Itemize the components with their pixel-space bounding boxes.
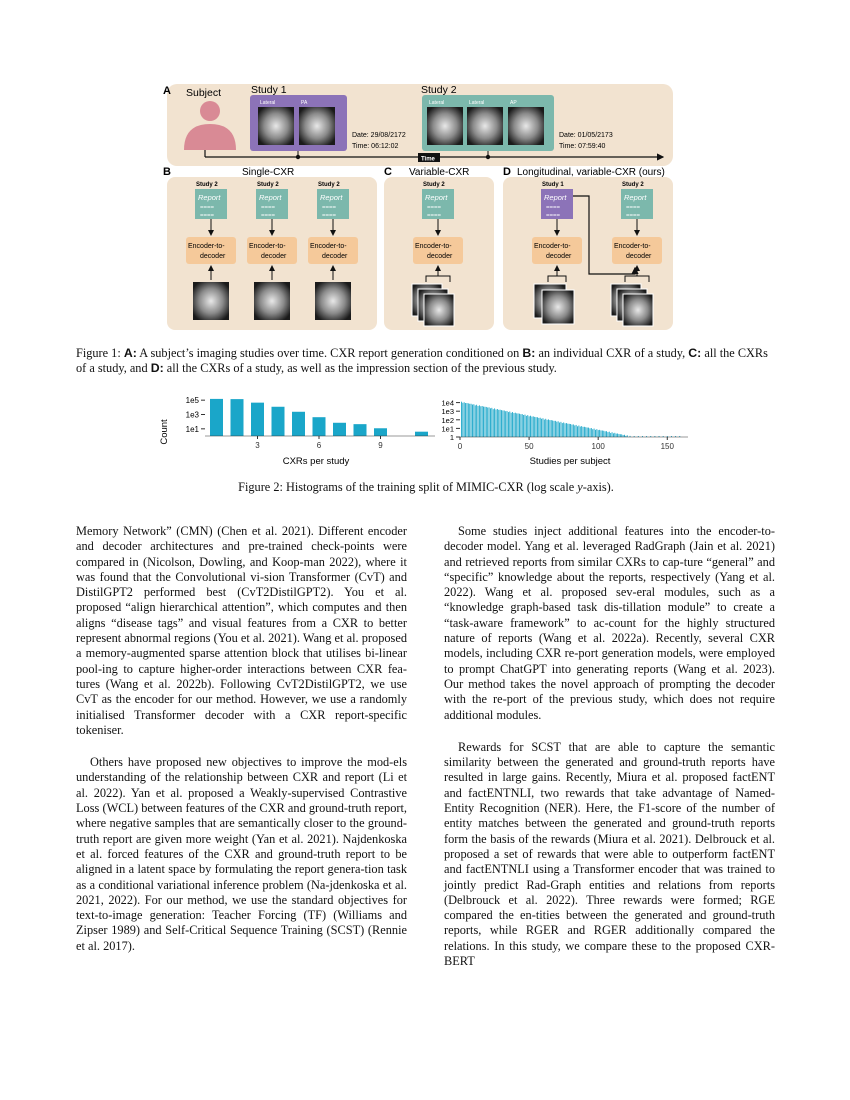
study1-label: Study 1 [251, 84, 287, 96]
bar [556, 422, 557, 437]
bar [601, 430, 602, 437]
bar [563, 422, 564, 437]
bar [574, 425, 575, 437]
bar [489, 407, 490, 437]
bar [491, 408, 492, 437]
bar [468, 403, 469, 437]
bar [494, 408, 495, 437]
caption-b-text: an individual CXR of a study, [535, 346, 689, 360]
caption-2-var: y [577, 480, 583, 494]
report-label: Report [320, 193, 343, 202]
ytick-label: 1e5 [185, 396, 199, 406]
bar [527, 415, 528, 437]
study-tag: Study 2 [423, 182, 445, 188]
bar [624, 435, 625, 437]
bar [620, 434, 621, 437]
bar [567, 424, 568, 437]
bar [578, 425, 579, 437]
panel-c-title: Variable-CXR [409, 167, 470, 178]
bar [530, 416, 531, 437]
bar [231, 399, 244, 436]
bar [559, 423, 560, 437]
bar [602, 431, 603, 437]
bar [558, 421, 559, 437]
paragraph: Some studies inject additional features into the encoder-to-decoder model. Yang et al. leveraged RadGraph (Jain et al. 2021) and retrieved reports from similar CXRs to cap-ture “general” and “specific” knowledge about the reports, respectively (Yang et al. 2022). Wang et al. proposed sev-eral modules, such as a “knowledge graph-based task dis-tillation module” to create a “task-aware framework” to ac-count for the highly structured nature of reports (Wang et al. 2022a). Recently, several CXR models, including CXR re-port generation models, were employed to prompt ChatGPT into generating reports (Wang et al. 2023). Our method takes the novel approach of prompting the decoder with the re-port of the previous study, which does not require additional modules. [444, 524, 775, 722]
bar [572, 425, 573, 437]
bar [584, 427, 585, 437]
bar [588, 428, 589, 437]
encoder-line1: Encoder-to- [614, 243, 651, 250]
right-column [444, 524, 775, 986]
bar [523, 415, 524, 437]
bar [595, 430, 596, 437]
encoder-line2: decoder [427, 253, 453, 260]
bar [461, 402, 462, 437]
bar [577, 426, 578, 437]
bar [612, 432, 613, 437]
study1-xray-2 [299, 107, 335, 145]
bar [518, 413, 519, 437]
ytick-label: 1e2 [441, 415, 454, 425]
caption-c: C: [688, 346, 702, 360]
encoder-line1: Encoder-to- [310, 243, 347, 250]
caption-d-text: all the CXRs of a study, as well as the impression section of the previous study. [163, 361, 557, 375]
bar [551, 420, 552, 437]
bar [496, 410, 497, 437]
bar [534, 417, 535, 437]
bar [533, 416, 534, 437]
chart2-bars [460, 402, 688, 437]
bar [471, 404, 472, 437]
encoder-line1: Encoder-to- [249, 243, 286, 250]
bar [555, 421, 556, 437]
bar [589, 428, 590, 437]
study2-date: Date: 01/05/2173 [559, 132, 613, 139]
caption-label: Figure 1: [76, 346, 121, 360]
bar [596, 429, 597, 437]
caption-2-text: Figure 2: Histograms of the training split of MIMIC-CXR (log scale [238, 480, 578, 494]
bar [592, 429, 593, 437]
bar [415, 432, 428, 436]
figure-2-caption [76, 480, 776, 495]
xtick-label: 150 [660, 442, 674, 451]
bar [507, 411, 508, 437]
caption-a: A: [123, 346, 137, 360]
bar [476, 405, 477, 437]
study2-xray-1 [427, 107, 463, 145]
bar [609, 432, 610, 437]
encoder-line1: Encoder-to- [188, 243, 225, 250]
encoder-line2: decoder [200, 253, 226, 260]
chart2-xlabel: Studies per subject [529, 456, 611, 467]
bar [541, 419, 542, 437]
chart1-xticks [255, 436, 383, 450]
bar [509, 411, 510, 437]
paragraph: Memory Network” (CMN) (Chen et al. 2021). Different encoder and decoder architectures and pre-trained check-points were compared in (Nicolson, Dowling, and Koop-man 2022), where it was found that the Convolutional vi-sion Transformer (CvT) and DistilGPT2 performed best (CvT2DistilGPT2). You et al. proposed “align hierarchical attention”, which computes and then aligns “disease tags” and visual features from a CXR to better represent abnormal regions (You et al. 2021). Wang et al. proposed a memory-augmented sparse attention block that utilises bi-linear pool-ing to capture higher-order interactions between CXR fea-tures (Wang et al. 2022b). Following CvT2DistilGPT2, we use CvT as the encoder for our method. However, we use a randomly initialised Transformer decoder with a CXR report-specific tokeniser. [76, 524, 407, 737]
study1-time: Time: 06:12:02 [352, 143, 399, 150]
chart2-yticks [441, 399, 460, 442]
svg-text:====: ==== [200, 205, 215, 211]
bar [516, 413, 517, 437]
bar [522, 414, 523, 437]
bar [573, 424, 574, 437]
bar [482, 406, 483, 437]
bar [570, 424, 571, 437]
xtick-label: 100 [591, 442, 605, 451]
bar [617, 433, 618, 437]
bar [498, 410, 499, 437]
xray [254, 282, 290, 320]
bar [493, 409, 494, 437]
caption-d: D: [150, 361, 164, 375]
chart2-xticks [458, 437, 675, 451]
bar [619, 434, 620, 437]
encoder-line2: decoder [546, 253, 572, 260]
bar [490, 408, 491, 437]
bar [479, 405, 480, 437]
bar [594, 429, 595, 437]
study1-date: Date: 29/08/2172 [352, 132, 406, 139]
encoder-line2: decoder [261, 253, 287, 260]
bar [513, 413, 514, 437]
xray [542, 290, 574, 324]
svg-text:====: ==== [626, 213, 641, 219]
study1-xray-1 [258, 107, 294, 145]
bar [469, 404, 470, 437]
bar [583, 427, 584, 437]
time-label: Time [421, 156, 435, 163]
study-tag: Study 2 [257, 182, 279, 188]
xray [424, 294, 454, 326]
bar [610, 433, 611, 437]
svg-text:====: ==== [626, 205, 641, 211]
caption-c-text: all the CXRs of a study, and [76, 346, 768, 375]
study2-label: Study 2 [421, 84, 457, 96]
ytick-label: 1e1 [185, 424, 199, 434]
ytick-label: 1e3 [441, 407, 454, 417]
bar [545, 419, 546, 437]
encoder-line1: Encoder-to- [534, 243, 571, 250]
figure-1-caption [76, 346, 776, 376]
bar [497, 409, 498, 437]
svg-text:====: ==== [546, 205, 561, 211]
figure-2 [150, 392, 695, 472]
panel-d-title: Longitudinal, variable-CXR (ours) [517, 167, 665, 178]
ytick-label: 1e3 [185, 410, 199, 420]
ylabel: Count [159, 419, 170, 445]
panel-c-letter: C [384, 166, 392, 178]
bar [525, 415, 526, 437]
bar [484, 407, 485, 437]
xray [315, 282, 351, 320]
bar [548, 419, 549, 437]
chart1-xlabel: CXRs per study [282, 456, 350, 467]
svg-text:====: ==== [200, 213, 215, 219]
bar [603, 431, 604, 437]
bar [475, 405, 476, 437]
xtick-label: 9 [378, 441, 383, 450]
xtick-label: 3 [255, 441, 260, 450]
bar [512, 412, 513, 437]
svg-text:====: ==== [427, 213, 442, 219]
bar [487, 407, 488, 437]
ytick-label: 1e1 [441, 424, 454, 434]
panel-d-letter: D [503, 166, 511, 178]
xray [623, 294, 653, 326]
bar [313, 417, 326, 436]
bar [531, 417, 532, 437]
bar [504, 411, 505, 437]
bar [569, 424, 570, 437]
caption-a-text: A subject’s imaging studies over time. CXR report generation conditioned on [136, 346, 523, 360]
svg-text:====: ==== [427, 205, 442, 211]
bar [519, 414, 520, 437]
bar [467, 403, 468, 437]
paragraph: Rewards for SCST that are able to capture the semantic similarity between the generated and ground-truth reports have resulted in large gains. Recently, Miura et al. proposed factENT and factENTNLI, two rewards that take advantage of Named-Entity Recognition (NER). Here, the F1-score of the number of entity matches between the generated and ground-truth reports form the basis of the rewards (Miura et al. 2021). Delbrouck et al. proposed a set of rewards that were able to outperform factENT and factENTNLI using a Transformer encoder that was trained to jointly predict Rad-Graph entities and relations from reports (Delbrouck et al. 2022). Three rewards were formed; RGE compared the en-tities between the generated and ground-truth reports, while RGER and RGER additionally compared the relations. In this study, we compare these to the proposed CXR-BERT [444, 739, 775, 969]
report-label: Report [198, 193, 221, 202]
bar [581, 426, 582, 437]
chart1-yticks [186, 396, 205, 434]
caption-b: B: [522, 346, 536, 360]
bar [547, 420, 548, 437]
bar [292, 412, 305, 436]
bar [486, 407, 487, 437]
bar [354, 424, 367, 436]
bar [591, 428, 592, 437]
bar [210, 399, 223, 436]
ytick-label: 1e4 [441, 398, 454, 408]
study2-view-1: Lateral [429, 100, 445, 106]
report-label: Report [544, 193, 567, 202]
bar [462, 403, 463, 437]
bar [520, 414, 521, 437]
xtick-label: 0 [457, 442, 463, 451]
bar [478, 406, 479, 437]
bar [333, 423, 346, 436]
bar [549, 420, 550, 437]
report-label: Report [259, 193, 282, 202]
bar [473, 404, 474, 437]
bar [560, 422, 561, 437]
ytick-label: 1 [449, 433, 454, 442]
bar [621, 434, 622, 437]
bar [536, 417, 537, 437]
bar [606, 431, 607, 437]
figure-1 [160, 82, 680, 334]
bar [526, 416, 527, 437]
study2-view-3: AP [510, 100, 517, 106]
xtick-label: 50 [524, 442, 534, 451]
bar [585, 427, 586, 437]
bar [587, 428, 588, 437]
bar [465, 403, 466, 437]
xray [193, 282, 229, 320]
study-tag: Study 2 [318, 182, 340, 188]
bar [505, 411, 506, 437]
bar [613, 433, 614, 437]
report-label: Report [624, 193, 647, 202]
bar [605, 431, 606, 437]
bar [540, 418, 541, 437]
study2-time: Time: 07:59:40 [559, 143, 606, 150]
bar [511, 413, 512, 437]
bar [552, 420, 553, 437]
subject-label: Subject [186, 87, 222, 99]
bar [543, 418, 544, 437]
bar [472, 405, 473, 437]
left-column [76, 524, 407, 971]
encoder-line1: Encoder-to- [415, 243, 452, 250]
svg-text:====: ==== [322, 205, 337, 211]
bar [598, 430, 599, 437]
study2-xray-2 [467, 107, 503, 145]
study-tag: Study 2 [196, 182, 218, 188]
bar [272, 407, 285, 436]
bar [576, 425, 577, 437]
bar [508, 412, 509, 437]
bar [607, 432, 608, 437]
study2-view-2: Lateral [469, 100, 485, 106]
bar [599, 430, 600, 437]
bar [529, 416, 530, 437]
bar [515, 413, 516, 437]
study2-xray-3 [508, 107, 544, 145]
svg-text:====: ==== [322, 213, 337, 219]
bar [544, 420, 545, 437]
xtick-label: 6 [316, 441, 322, 450]
report-label: Report [425, 193, 448, 202]
bar [616, 434, 617, 437]
bar [580, 427, 581, 437]
bar [537, 417, 538, 437]
study1-view-2: PA [301, 100, 308, 106]
svg-text:====: ==== [261, 205, 276, 211]
bar [614, 433, 615, 437]
bar [538, 418, 539, 437]
chart1-bars [205, 399, 435, 436]
caption-2-end: -axis). [582, 480, 614, 494]
svg-text:====: ==== [261, 213, 276, 219]
paragraph: Others have proposed new objectives to improve the mod-els understanding of the relationship between CXR and report (Li et al. 2022). Yan et al. proposed a Weakly-supervised Contrastive Loss (WCL) between features of the CXR and ground-truth report, where negative samples that are semantically closer to the ground-truth report are given more weight (Yan et al. 2021). Najdenkoska et al. forced features of the CXR and ground-truth report to be aligned in a latent space by formulating the report genera-tion task as a conditional variational inference problem (Na-jdenkoska et al. 2021, 2022). For our method, we use the standard objectives for text-to-image generation: Teacher Forcing (TF) (Williams and Zipser 1989) and Self-Critical Sequence Training (SCST) (Rennie et al. 2017). [76, 755, 407, 953]
bar [565, 423, 566, 437]
bar [500, 410, 501, 437]
bar [480, 406, 481, 437]
bar [251, 403, 264, 436]
bar [502, 410, 503, 437]
study-tag: Study 2 [622, 182, 644, 188]
panel-a-letter: A [163, 85, 171, 97]
bar [501, 410, 502, 437]
bar [464, 402, 465, 437]
study1-view-1: Lateral [260, 100, 276, 106]
study-tag: Study 1 [542, 182, 564, 188]
bar [483, 407, 484, 437]
panel-b-letter: B [163, 166, 171, 178]
encoder-line2: decoder [322, 253, 348, 260]
svg-text:====: ==== [546, 213, 561, 219]
panel-b-title: Single-CXR [242, 167, 295, 178]
bar [554, 421, 555, 437]
bar [374, 428, 387, 436]
encoder-line2: decoder [626, 253, 652, 260]
bar [566, 423, 567, 437]
bar [562, 423, 563, 437]
